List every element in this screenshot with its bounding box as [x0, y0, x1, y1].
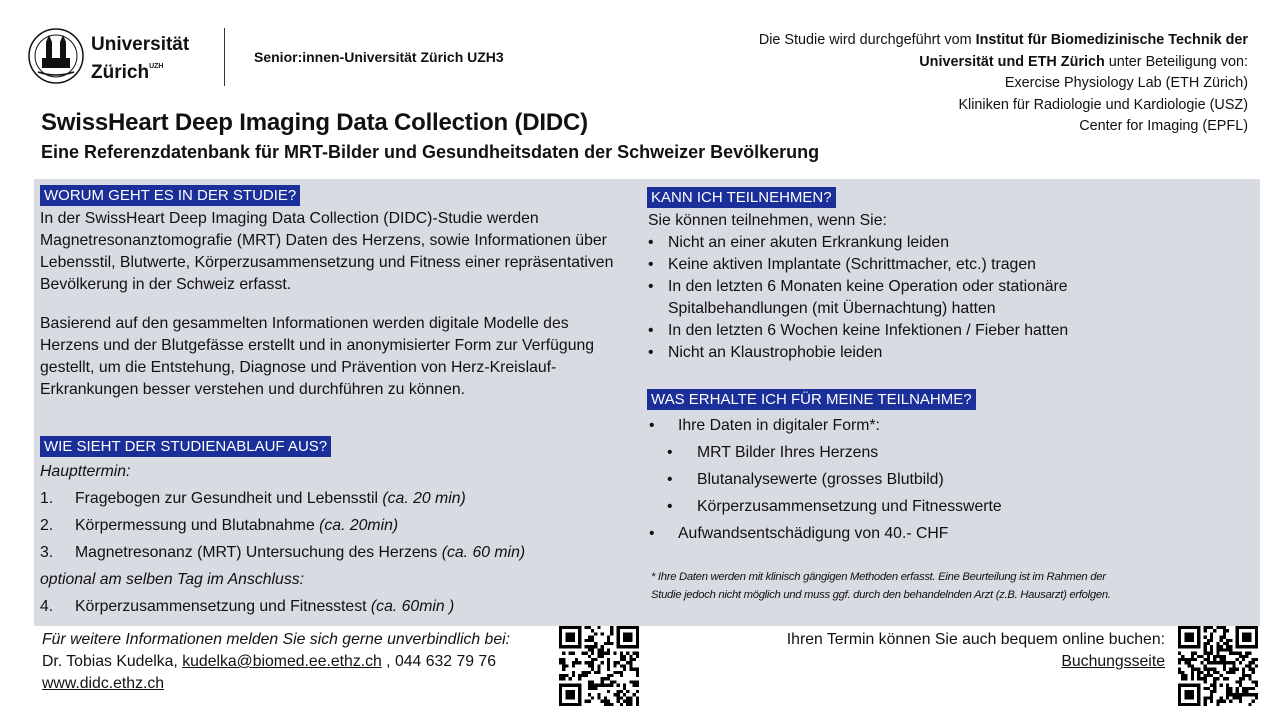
about-paragraph-2: Basierend auf den gesammelten Informationen werden digitale Modelle des Herzens und der Blutgefässe erstellt und in anonymisierter Form zur Verfügung gestellt, um die Entstehung, Diagnose und Prävention von Herz-Kreislauf-Erkrankungen besser verstehen und durchführen zu können. [40, 315, 595, 398]
procedure-main-label: Haupttermin: [40, 463, 131, 480]
header-divider [224, 28, 225, 86]
eligibility-heading: KANN ICH TEILNEHMEN? [647, 187, 836, 208]
university-seal-icon [28, 28, 84, 84]
step-number: 2. [40, 517, 54, 534]
booking-link[interactable]: Buchungsseite [1061, 653, 1165, 670]
step-time: (ca. 20 min) [382, 490, 466, 507]
step-number: 1. [40, 490, 54, 507]
contact-info [42, 629, 510, 695]
procedure-optional-label: optional am selben Tag im Anschluss: [40, 571, 305, 588]
website-link[interactable]: www.didc.ethz.ch [42, 675, 165, 692]
university-name-line1: Universität [91, 34, 190, 55]
partner-item: Center for Imaging (EPFL) [1079, 118, 1248, 135]
about-paragraph-1: In der SwissHeart Deep Imaging Data Collection (DIDC)-Studie werden Magnetresonanztomografie (MRT) Daten des Herzens, sowie Informationen über Lebensstil, Blutwerte, Körperzusammensetzung und Fitness einer repräsentativen Bevölkerung in der Schweiz erfasst. [40, 210, 614, 293]
footnote [651, 568, 1251, 604]
step-text: Körpermessung und Blutabnahme [75, 517, 320, 534]
qr-code-icon[interactable] [1178, 626, 1258, 706]
conducted-suffix: unter Beteiligung von: [1104, 53, 1248, 70]
university-logo [28, 28, 203, 88]
page-subtitle: Eine Referenzdatenbank für MRT-Bilder und Gesundheitsdaten der Schweizer Bevölkerung [41, 142, 820, 162]
contact-email-link[interactable]: kudelka@biomed.ee.ethz.ch [182, 653, 382, 670]
university-name-line2: Zürich [91, 62, 150, 83]
step-time: (ca. 60 min) [441, 544, 526, 561]
step-text: Körperzusammensetzung und Fitnesstest [75, 598, 371, 615]
about-heading: WORUM GEHT ES IN DER STUDIE? [40, 185, 300, 206]
step-number: 3. [40, 544, 54, 561]
conducted-institute-b: Universität und ETH Zürich [919, 53, 1105, 70]
qr-code-icon[interactable] [559, 626, 639, 706]
step-time: (ca. 60min ) [370, 598, 455, 615]
page-title: SwissHeart Deep Imaging Data Collection (DIDC) [41, 109, 588, 136]
step-time: (ca. 20min) [319, 517, 399, 534]
footnote-line-1: * Ihre Daten werden mit klinisch gängigen Methoden erfasst. Eine Beurteilung ist im Rahmen der [651, 571, 1106, 583]
footnote-line-2: Studie jedoch nicht möglich und muss ggf. durch den behandelnden Arzt (z.B. Hausarzt) erfolgen. [651, 589, 1111, 601]
conducted-by [648, 30, 1248, 138]
conducted-prefix: Die Studie wird durchgeführt vom [758, 32, 976, 48]
partner-item: Exercise Physiology Lab (ETH Zürich) [1004, 75, 1248, 92]
conducted-institute-a: Institut für Biomedizinische Technik der [975, 32, 1248, 48]
university-abbr: UZH [149, 63, 164, 70]
contact-phone: , 044 632 79 76 [381, 653, 496, 670]
university-name [91, 34, 189, 84]
booking-text: Ihren Termin können Sie auch bequem online buchen: [786, 631, 1165, 648]
organization-name: Senior:innen-Universität Zürich UZH3 [254, 49, 504, 65]
partner-item: Kliniken für Radiologie und Kardiologie (USZ) [958, 96, 1248, 113]
step-number: 4. [40, 598, 54, 615]
contact-name: Dr. Tobias Kudelka, [42, 653, 183, 670]
eligibility-intro: Sie können teilnehmen, wenn Sie: [648, 212, 887, 229]
procedure-heading: WIE SIEHT DER STUDIENABLAUF AUS? [40, 436, 331, 457]
benefits-heading: WAS ERHALTE ICH FÜR MEINE TEILNAHME? [647, 389, 976, 410]
booking-info [787, 629, 1165, 673]
step-text: Fragebogen zur Gesundheit und Lebensstil [75, 490, 383, 507]
contact-intro: Für weitere Informationen melden Sie sich gerne unverbindlich bei: [42, 631, 511, 648]
step-text: Magnetresonanz (MRT) Untersuchung des Herzens [75, 544, 442, 561]
